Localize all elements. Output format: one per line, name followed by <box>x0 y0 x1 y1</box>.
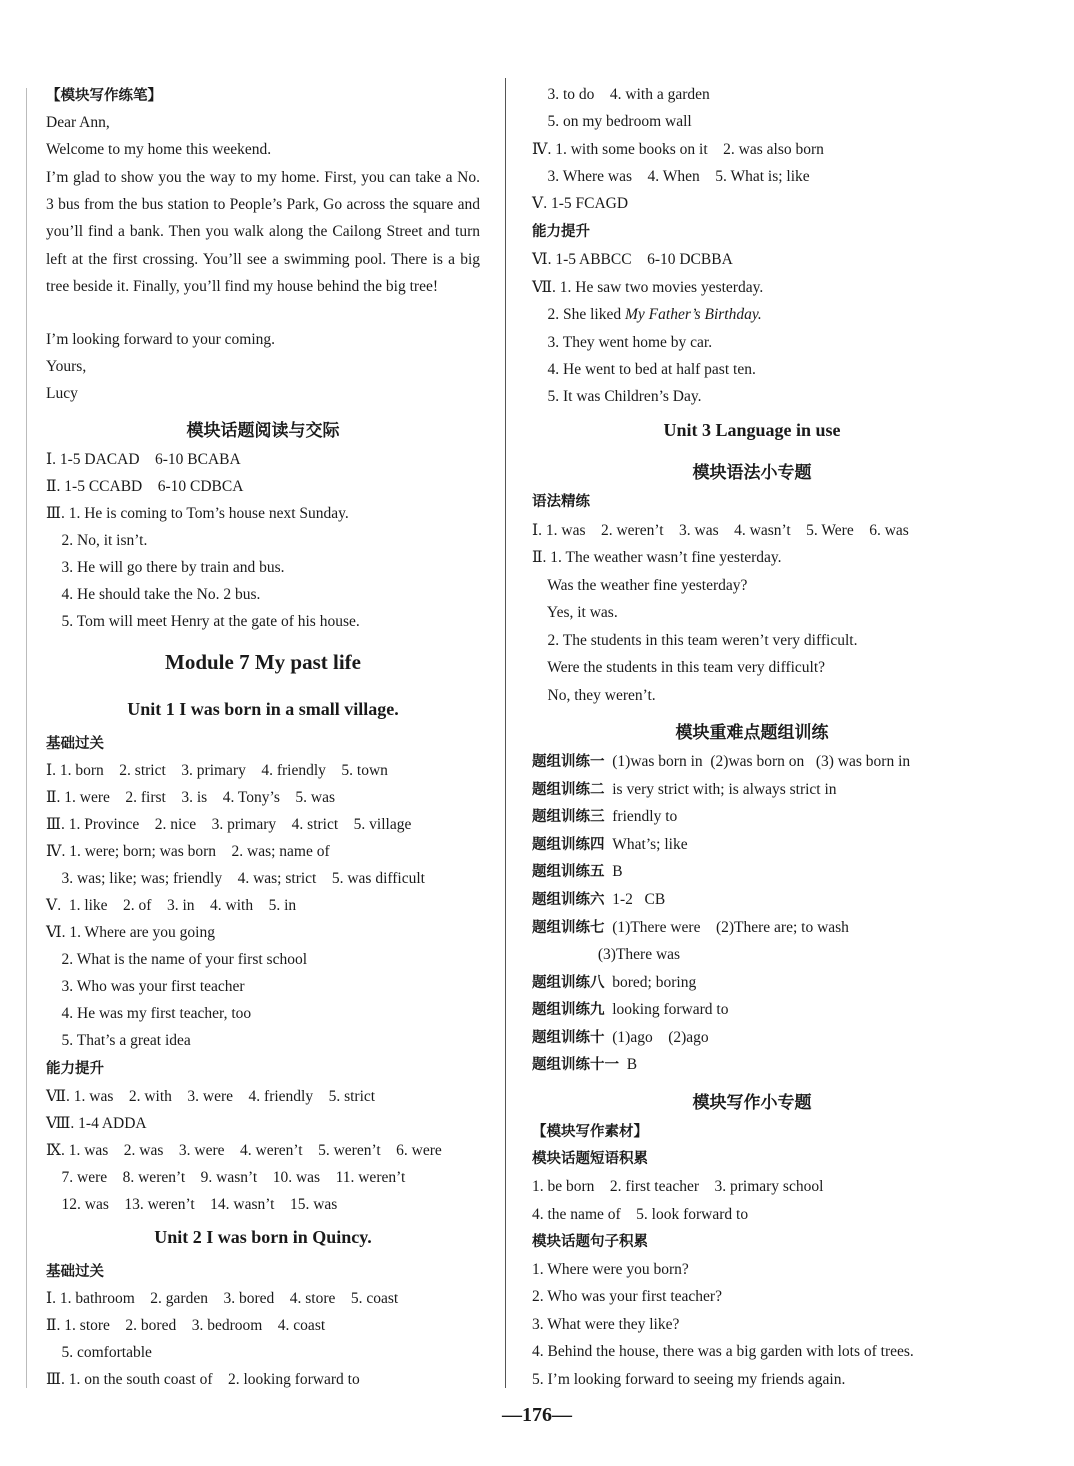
answer-line: Ⅴ. 1. like 2. of 3. in 4. with 5. in <box>46 897 297 914</box>
drill-answer: looking forward to <box>604 1001 729 1018</box>
answer-line: 1. Where were you born? <box>532 1261 689 1278</box>
drill-tag: 题组训练三 <box>532 809 605 825</box>
answer-line: 3. to do 4. with a garden <box>532 86 710 103</box>
letter-paragraph: I’m glad to show you the way to my home. First, you can take a No. 3 bus from the bus station to People’s Park, Go across the square and you’ll find a bank. Then you walk along the Cailong Street and turn left at the first crossing. You’ll see a swimming pool. There is a big tree beside it. Finally, you’ll find my house behind the big tree! <box>46 169 480 295</box>
answer-line: 2. What is the name of your first school <box>46 951 308 968</box>
answer-line: 3. was; like; was; friendly 4. was; strict 5. was difficult <box>46 870 425 887</box>
writing-practice-tag: 【模块写作练笔】 <box>46 88 162 104</box>
title-italic: My Father’s Birthday. <box>625 306 762 323</box>
answer-line: Ⅶ. 1. He saw two movies yesterday. <box>532 279 764 296</box>
reading-heading: 模块话题阅读与交际 <box>186 421 340 441</box>
basic-tag: 基础过关 <box>46 1264 104 1280</box>
drill-tag: 题组训练五 <box>532 864 605 880</box>
drill-heading: 模块重难点题组训练 <box>675 723 829 743</box>
answer-line: Ⅷ. 1-4 ADDA <box>46 1115 147 1132</box>
answer-line: 1. be born 2. first teacher 3. primary school <box>532 1178 824 1195</box>
answer-line: No, they weren’t. <box>532 687 656 704</box>
drill-line <box>532 918 849 938</box>
answer-line: 2. Who was your first teacher? <box>532 1288 722 1305</box>
drill-tag: 题组训练六 <box>532 892 605 908</box>
letter-line: Welcome to my home this weekend. <box>46 141 272 158</box>
letter-closing: Yours, <box>46 358 87 375</box>
letter-signature: Lucy <box>46 385 78 402</box>
writing-heading: 模块写作小专题 <box>692 1093 812 1113</box>
advanced-tag: 能力提升 <box>532 224 590 240</box>
answer-line: 2. The students in this team weren’t very difficult. <box>532 632 858 649</box>
answer-line: 3. He will go there by train and bus. <box>46 559 285 576</box>
drill-line <box>532 835 688 855</box>
answer-line: 5. Tom will meet Henry at the gate of his house. <box>46 613 360 630</box>
drill-line <box>532 807 677 827</box>
left-margin-rule <box>26 88 27 1388</box>
answer-line: 5. on my bedroom wall <box>532 113 692 130</box>
sentence-tag: 模块话题句子积累 <box>532 1234 648 1250</box>
drill-line <box>532 1028 709 1048</box>
answer-line: Ⅴ. 1-5 FCAGD <box>532 195 629 212</box>
drill-tag: 题组训练十一 <box>532 1057 619 1073</box>
answer-line: 4. He was my first teacher, too <box>46 1005 252 1022</box>
answer-line: 3. What were they like? <box>532 1316 680 1333</box>
drill-tag: 题组训练八 <box>532 975 605 991</box>
basic-tag: 基础过关 <box>46 736 104 752</box>
drill-answer: B <box>604 863 623 880</box>
grammar-tag: 语法精练 <box>532 494 590 510</box>
answer-line: 3. They went home by car. <box>532 334 713 351</box>
drill-tag: 题组训练二 <box>532 782 605 798</box>
answer-line: 3. Where was 4. When 5. What is; like <box>532 168 810 185</box>
answer-line: Ⅲ. 1. Province 2. nice 3. primary 4. strict 5. village <box>46 816 412 833</box>
answer-line <box>532 305 762 325</box>
answer-line: Ⅰ. 1. was 2. weren’t 3. was 4. wasn’t 5. Were 6. was <box>532 522 909 539</box>
unit3-title: Unit 3 Language in use <box>663 420 841 440</box>
answer-line: Were the students in this team very difficult? <box>532 659 826 676</box>
answer-line: 5. That’s a great idea <box>46 1032 191 1049</box>
drill-answer: 1-2 CB <box>604 891 666 908</box>
drill-line <box>532 973 696 993</box>
drill-tag: 题组训练九 <box>532 1002 605 1018</box>
module-title: Module 7 My past life <box>165 650 361 674</box>
answer-line: Ⅱ. 1-5 CCABD 6-10 CDBCA <box>46 478 244 495</box>
drill-line <box>532 1055 637 1075</box>
answer-line: 4. Behind the house, there was a big garden with lots of trees. <box>532 1343 914 1360</box>
drill-line <box>532 752 910 772</box>
drill-answer: (3)There was <box>532 946 681 963</box>
drill-answer: What’s; like <box>604 836 688 853</box>
answer-line: Ⅶ. 1. was 2. with 3. were 4. friendly 5. strict <box>46 1088 376 1105</box>
drill-line <box>532 1000 728 1020</box>
answer-line: Ⅱ. 1. were 2. first 3. is 4. Tony’s 5. was <box>46 789 336 806</box>
letter-line: I’m looking forward to your coming. <box>46 331 276 348</box>
writing-material-tag: 【模块写作素材】 <box>532 1124 648 1140</box>
answer-line: Ⅰ. 1. born 2. strict 3. primary 4. friendly 5. town <box>46 762 388 779</box>
answer-line: 4. He went to bed at half past ten. <box>532 361 756 378</box>
answer-line: Ⅰ. 1. bathroom 2. garden 3. bored 4. store 5. coast <box>46 1290 399 1307</box>
answer-line: Ⅸ. 1. was 2. was 3. were 4. weren’t 5. weren’t 6. were <box>46 1142 442 1159</box>
answer-line: Was the weather fine yesterday? <box>532 577 748 594</box>
grammar-heading: 模块语法小专题 <box>692 463 812 483</box>
answer-line: Ⅰ. 1-5 DACAD 6-10 BCABA <box>46 451 241 468</box>
drill-tag: 题组训练四 <box>532 837 605 853</box>
answer-line: Yes, it was. <box>532 604 618 621</box>
page-number: —176— <box>502 1404 572 1426</box>
drill-tag: 题组训练七 <box>532 920 605 936</box>
answer-line: 4. He should take the No. 2 bus. <box>46 586 261 603</box>
drill-line <box>532 890 665 910</box>
drill-answer: bored; boring <box>604 974 697 991</box>
answer-line: 3. Who was your first teacher <box>46 978 245 995</box>
drill-answer: (1)was born in (2)was born on (3) was born in <box>604 753 911 770</box>
drill-line <box>532 945 680 965</box>
column-divider <box>505 78 506 1388</box>
unit1-title: Unit 1 I was born in a small village. <box>127 699 399 719</box>
answer-line: 5. It was Children’s Day. <box>532 388 702 405</box>
answer-line: Ⅵ. 1-5 ABBCC 6-10 DCBBA <box>532 251 733 268</box>
phrase-tag: 模块话题短语积累 <box>532 1151 648 1167</box>
answer-prefix: 2. She liked <box>532 306 625 323</box>
answer-line: Ⅳ. 1. were; born; was born 2. was; name of <box>46 843 330 860</box>
unit2-title: Unit 2 I was born in Quincy. <box>154 1227 372 1247</box>
drill-line <box>532 780 837 800</box>
answer-line: 12. was 13. weren’t 14. wasn’t 15. was <box>46 1196 338 1213</box>
drill-tag: 题组训练一 <box>532 754 605 770</box>
drill-answer: B <box>619 1056 638 1073</box>
drill-answer: (1)There were (2)There are; to wash <box>604 919 849 936</box>
answer-line: Ⅲ. 1. He is coming to Tom’s house next Sunday. <box>46 505 349 522</box>
answer-line: Ⅱ. 1. The weather wasn’t fine yesterday. <box>532 549 782 566</box>
answer-line: Ⅵ. 1. Where are you going <box>46 924 215 941</box>
letter-greeting: Dear Ann, <box>46 114 110 131</box>
drill-line <box>532 862 623 882</box>
advanced-tag: 能力提升 <box>46 1061 104 1077</box>
answer-line: Ⅳ. 1. with some books on it 2. was also born <box>532 141 824 158</box>
answer-line: 5. I’m looking forward to seeing my friends again. <box>532 1371 846 1388</box>
answer-line: 7. were 8. weren’t 9. wasn’t 10. was 11. weren’t <box>46 1169 406 1186</box>
answer-line: 2. No, it isn’t. <box>46 532 148 549</box>
answer-line: 4. the name of 5. look forward to <box>532 1206 749 1223</box>
answer-line: 5. comfortable <box>46 1344 152 1361</box>
answer-line: Ⅲ. 1. on the south coast of 2. looking forward to <box>46 1371 360 1388</box>
drill-answer: is very strict with; is always strict in <box>604 781 837 798</box>
answer-line: Ⅱ. 1. store 2. bored 3. bedroom 4. coast <box>46 1317 326 1334</box>
drill-tag: 题组训练十 <box>532 1030 605 1046</box>
drill-answer: friendly to <box>604 808 678 825</box>
drill-answer: (1)ago (2)ago <box>604 1029 709 1046</box>
